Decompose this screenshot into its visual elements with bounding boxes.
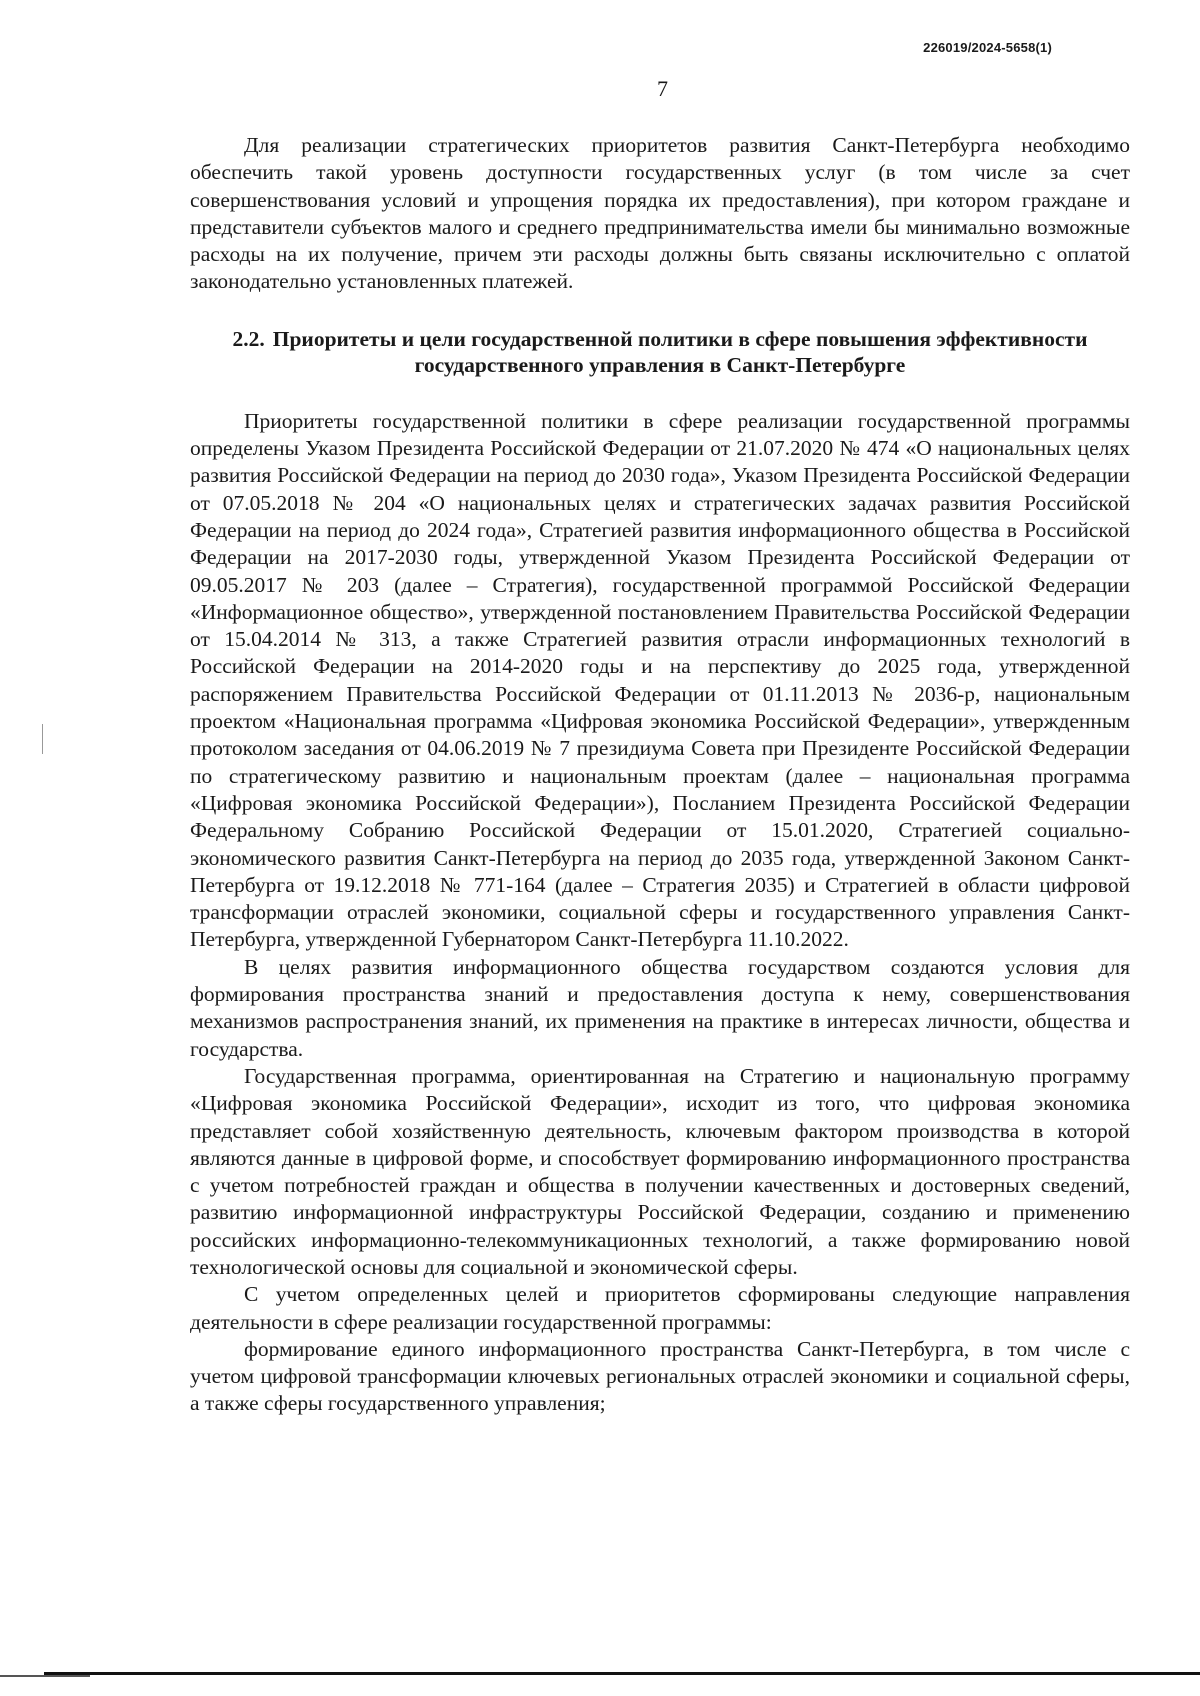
scan-bottom-edge (0, 1672, 1200, 1678)
section-number: 2.2. (232, 326, 265, 351)
paragraph-directions: С учетом определенных целей и приоритетов сформированы следующие направления деятельности в сфере реализации государственной программы: (190, 1282, 1130, 1334)
paragraph-intro: Для реализации стратегических приоритетов развития Санкт-Петербурга необходимо обеспечить такой уровень доступности государственных услуг (в том числе за счет совершенствования условий и упрощения порядка их предоставления), при котором граждане и представители субъектов малого и среднего предпринимательства имели бы минимально возможные расходы на их получение, причем эти расходы должны быть связаны исключительно с оплатой законодательно установленных платежей. (190, 133, 1130, 294)
section-title: Приоритеты и цели государственной политики в сфере повышения эффективности государственного управления в Санкт-Петербурге (272, 326, 1088, 377)
paragraph-priorities: Приоритеты государственной политики в сфере реализации государственной программы определены Указом Президента Российской Федерации от 21.07.2020 № 474 «О национальных целях развития Российской Федерации на период до 2030 года», Указом Президента Российской Федерации от 07.05.2018 № 204 «О национальных целях и стратегических задачах развития Российской Федерации на период до 2024 года», Стратегией развития информационного общества в Российской Федерации на 2017-2030 годы, утвержденной Указом Президента Российской Федерации от 09.05.2017 № 203 (далее – Стратегия), государственной программой Российской Федерации «Информационное общество», утвержденной постановлением Правительства Российской Федерации от 15.04.2014 № 313, а также Стратегией развития отрасли информационных технологий в Российской Федерации на 2014-2020 годы и на перспективу до 2025 года, утвержденной распоряжением Правительства Российской Федерации от 01.11.2013 № 2036-р, национальным проектом «Национальная программа «Цифровая экономика Российской Федерации», утвержденным протоколом заседания от 04.06.2019 № 7 президиума Совета при Президенте Российской Федерации по стратегическому развитию и национальным проектам (далее – национальная программа «Цифровая экономика Российской Федерации»), Посланием Президента Российской Федерации Федеральному Собранию Российской Федерации от 15.01.2020, Стратегией социально-экономического развития Санкт-Петербурга на период до 2035 года, утвержденной Законом Санкт-Петербурга от 19.12.2018 № 771-164 (далее – Стратегия 2035) и Стратегией в области цифровой трансформации отраслей экономики, социальной сферы и государственного управления Санкт-Петербурга, утвержденной Губернатором Санкт-Петербурга 11.10.2022. (190, 408, 1130, 952)
page-number: 7 (657, 76, 668, 101)
document-registration-number: 226019/2024-5658(1) (923, 40, 1052, 55)
paragraph-direction-item: формирование единого информационного пространства Санкт-Петербурга, в том числе с учетом цифровой трансформации ключевых региональных отраслей экономики и социальной сферы, а также сферы государственного управления; (190, 1336, 1130, 1416)
document-body (190, 132, 1130, 1418)
section-heading (190, 326, 1130, 378)
paragraph-digital-economy: Государственная программа, ориентированная на Стратегию и национальную программу «Цифровая экономика Российской Федерации», исходит из того, что цифровая экономика представляет собой хозяйственную деятельность, ключевым фактором производства в которой являются данные в цифровой форме, и способствует формированию информационного пространства с учетом потребностей граждан и общества в получении качественных и достоверных сведений, развитию информационной инфраструктуры Российской Федерации, созданию и применению российских информационно-телекоммуникационных технологий, а также формированию новой технологической основы для социальной и экономической сферы. (190, 1063, 1130, 1279)
scan-margin-mark (42, 724, 43, 754)
paragraph-information-society: В целях развития информационного общества государством создаются условия для формирования пространства знаний и предоставления доступа к нему, совершенствования механизмов распространения знаний, их применения на практике в интересах личности, общества и государства. (190, 954, 1130, 1061)
